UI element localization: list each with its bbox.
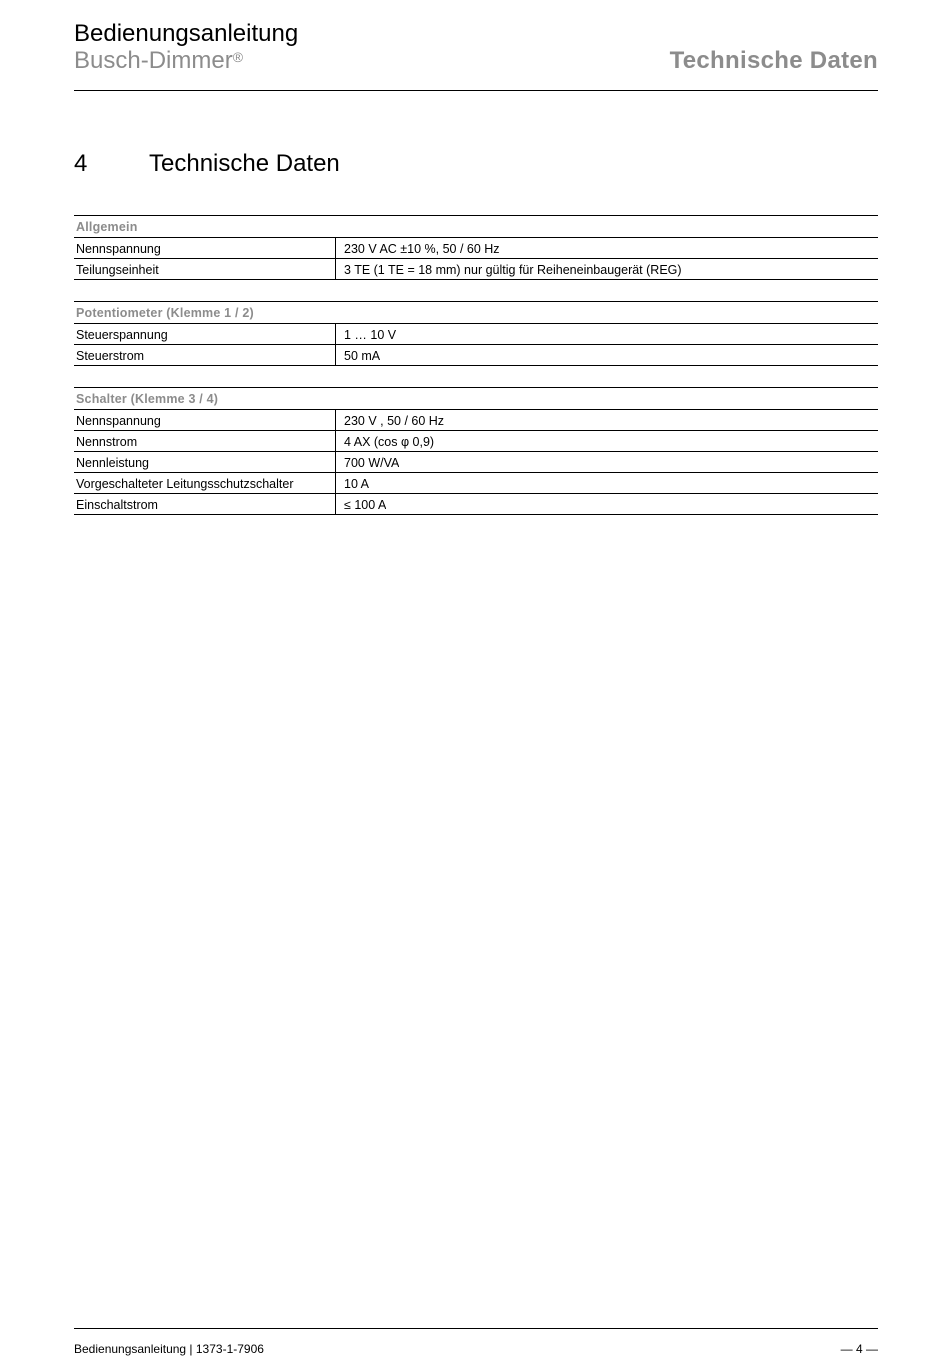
product-name bbox=[74, 47, 243, 75]
row-label: Steuerstrom bbox=[74, 345, 336, 365]
spec-table-switch bbox=[74, 387, 878, 515]
table-group-heading: Potentiometer (Klemme 1 / 2) bbox=[74, 302, 878, 324]
chapter-number: 4 bbox=[74, 150, 88, 177]
row-value: 230 V , 50 / 60 Hz bbox=[344, 414, 445, 428]
table-row bbox=[74, 410, 878, 431]
row-value: ≤ 100 A bbox=[344, 498, 387, 512]
table-row bbox=[74, 431, 878, 452]
table-row bbox=[74, 473, 878, 494]
row-label: Steuerspannung bbox=[74, 324, 336, 344]
section-title: Technische Daten bbox=[669, 47, 878, 74]
page-header bbox=[74, 20, 878, 91]
row-value: 50 mA bbox=[344, 349, 381, 363]
row-value: 10 A bbox=[344, 477, 370, 491]
table-row bbox=[74, 324, 878, 345]
page-number: — 4 — bbox=[840, 1342, 878, 1356]
footer-document-id: Bedienungsanleitung | 1373-1-7906 bbox=[74, 1342, 264, 1356]
chapter-title: Technische Daten bbox=[149, 150, 340, 177]
row-value: 1 … 10 V bbox=[344, 328, 397, 342]
row-label: Vorgeschalteter Leitungsschutzschalter bbox=[74, 473, 336, 493]
spec-table-general bbox=[74, 215, 878, 280]
row-label: Einschaltstrom bbox=[74, 494, 336, 514]
page-footer bbox=[74, 1328, 878, 1356]
row-label: Nennspannung bbox=[74, 238, 336, 258]
row-label: Nennstrom bbox=[74, 431, 336, 451]
table-row bbox=[74, 345, 878, 366]
document-title: Bedienungsanleitung bbox=[74, 20, 299, 47]
table-row bbox=[74, 259, 878, 280]
row-label: Teilungseinheit bbox=[74, 259, 336, 279]
row-value: 230 V AC ±10 %, 50 / 60 Hz bbox=[344, 242, 500, 256]
row-label: Nennspannung bbox=[74, 410, 336, 430]
row-value: 3 TE (1 TE = 18 mm) nur gültig für Reiheneinbaugerät (REG) bbox=[344, 263, 682, 277]
row-value: 700 W/VA bbox=[344, 456, 400, 470]
table-group-heading: Allgemein bbox=[74, 216, 878, 238]
row-value: 4 AX (cos φ 0,9) bbox=[344, 435, 435, 449]
registered-mark: ® bbox=[232, 49, 244, 65]
spec-table-potentiometer bbox=[74, 301, 878, 366]
table-group-heading: Schalter (Klemme 3 / 4) bbox=[74, 388, 878, 410]
row-label: Nennleistung bbox=[74, 452, 336, 472]
table-row bbox=[74, 452, 878, 473]
product-name-text: Busch-Dimmer bbox=[74, 47, 233, 74]
table-row bbox=[74, 238, 878, 259]
table-row bbox=[74, 494, 878, 515]
